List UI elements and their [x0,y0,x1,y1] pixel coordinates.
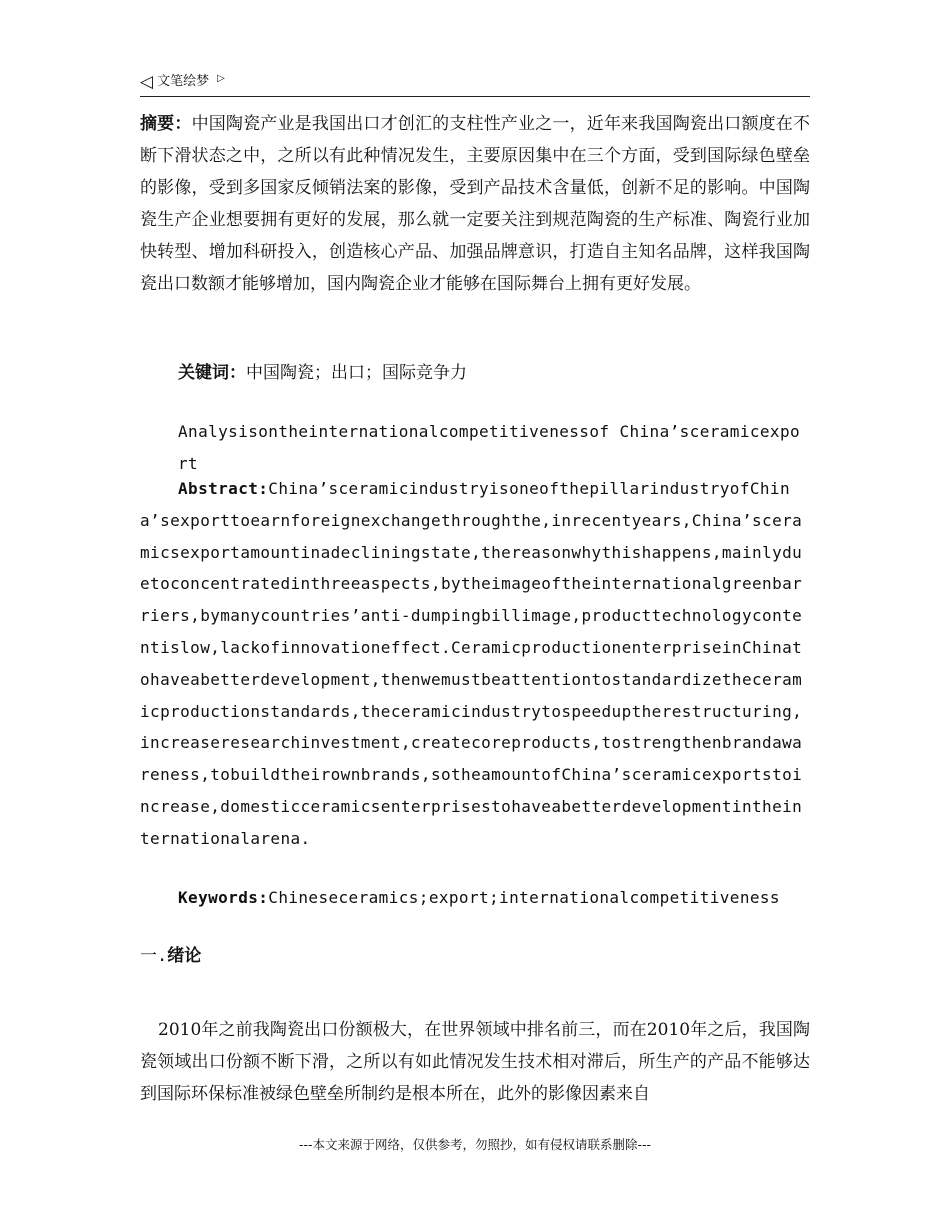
keywords-en-text: Chineseceramics;export;internationalcompetitiveness [268,888,780,907]
abstract-en-label: Abstract: [178,479,269,498]
keywords-label: 关键词： [178,363,246,383]
triangle-left-icon: ◁ [140,72,154,92]
header-left [140,72,225,92]
english-abstract [140,473,810,855]
keywords-text: 中国陶瓷；出口；国际竞争力 [246,363,467,383]
keywords-en-label: Keywords: [178,888,269,907]
chinese-abstract [140,108,810,300]
triangle-right-icon: ▷ [217,73,225,84]
page-header [140,70,810,97]
section-heading [140,940,201,972]
abstract-text: 中国陶瓷产业是我国出口才创汇的支柱性产业之一，近年来我国陶瓷出口额度在不断下滑状态之中，之所以有此种情况发生，主要原因集中在三个方面，受到国际绿色壁垒的影像，受到多国家反倾销法案的影像，受到产品技术含量低，创新不足的影响。中国陶瓷生产企业想要拥有更好的发展，那么就一定要关注到规范陶瓷的生产标准、陶瓷行业加快转型、增加科研投入，创造核心产品、加强品牌意识，打造自主知名品牌，这样我国陶瓷出口数额才能够增加，国内陶瓷企业才能够在国际舞台上拥有更好发展。 [140,114,811,294]
header-title: 文笔绘梦 [157,74,210,89]
chinese-keywords [140,357,810,389]
english-title: Analysisontheinternationalcompetitivenessof China’sceramicexport [178,422,801,473]
page-footer: ---本文来源于网络，仅供参考，勿照抄，如有侵权请联系删除--- [298,1137,652,1152]
english-keywords [140,882,810,914]
abstract-label: 摘要： [140,114,192,134]
section-number: 一. [140,946,168,966]
intro-paragraph: 2010年之前我陶瓷出口份额极大，在世界领域中排名前三，而在2010年之后，我国陶瓷领域出口份额不断下滑，之所以有如此情况发生技术相对滞后，所生产的产品不能够达到国际环保标准被绿色壁垒所制约是根本所在，此外的影像因素来自 [140,1020,810,1104]
abstract-en-text: China’sceramicindustryisoneofthepillarindustryofChina’sexporttoearnforeignexchangethroughthe,inrecentyears,China’sceramicsexportamountinadecliningstate,thereasonwhythishappens,mainlyduetoconcentratedinthreeaspects,bytheimageoftheinternationalgreenbarriers,bymanycountries’anti-dumpingbillimage,producttechnologycontentislow,lackofinnovationeffect.CeramicproductionenterpriseinChinatohaveabetterdevelopment,thenwemustbeattentiontostandardizetheceramicproductionstandards,theceramicindustrytospeeduptherestructuring,increaseresearchinvestment,createcoreproducts,tostrengthenbrandawareness,tobuildtheirownbrands,sotheamountofChina’sceramicexportstoincrease,domesticceramicsenterprisestohaveabetterdevelopmentintheinternationalarena. [140,479,803,848]
section-title: 绪论 [167,946,202,966]
